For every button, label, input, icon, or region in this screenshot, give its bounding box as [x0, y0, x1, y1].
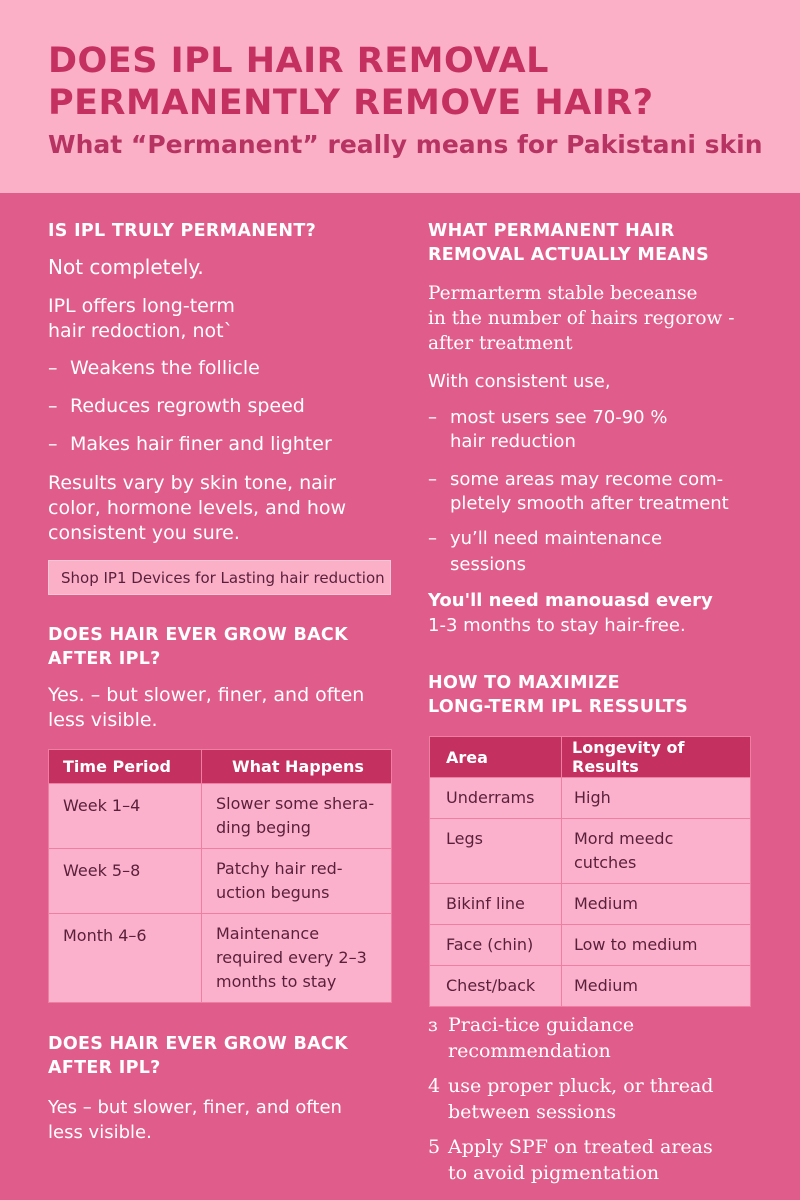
cell: High — [562, 778, 751, 819]
cell: Underrams — [430, 778, 562, 819]
results-paragraph: Results vary by skin tone, nair color, hormone levels, and how consistent you sure. — [48, 472, 347, 544]
cell: Month 4–6 — [49, 914, 202, 1003]
section-heading: DOES HAIR EVER GROW BACK AFTER IPL? — [48, 1034, 348, 1078]
table-row — [430, 925, 751, 966]
column-header: Longevity of Results — [562, 737, 751, 778]
page-subtitle: What “Permanent” really means for Pakistani skin — [48, 130, 763, 159]
cell: Legs — [430, 819, 562, 884]
list-item: 4 use proper pluck, or thread between sessions — [428, 1075, 714, 1123]
cell: Week 5–8 — [49, 849, 202, 914]
table-row — [49, 914, 392, 1003]
table-row — [430, 884, 751, 925]
list-item: 5 Apply SPF on treated areas to avoid pigmentation — [428, 1136, 713, 1184]
section-heading: WHAT PERMANENT HAIR REMOVAL ACTUALLY MEANS — [428, 221, 710, 265]
column-header: What Happens — [202, 750, 392, 784]
section-heading: HOW TO MAXIMIZE LONG-TERM IPL RESSULTS — [428, 673, 689, 717]
bullet-list — [48, 356, 332, 456]
cell: Maintenance required every 2–3 months to stay — [202, 914, 392, 1003]
table-row — [430, 819, 751, 884]
cell: Slower some shera-ding beging — [202, 784, 392, 849]
answer-text: Yes – but slower, finer, and often less visible. — [48, 1097, 342, 1143]
longevity-table — [429, 736, 751, 1007]
table-row — [49, 849, 392, 914]
cell: Bikinf line — [430, 884, 562, 925]
table-row — [430, 778, 751, 819]
intro-text: IPL offers long-term hair redoction, not` — [48, 295, 235, 342]
cell: Medium — [562, 966, 751, 1007]
list-item: – Makes hair finer and lighter — [48, 433, 332, 455]
bullet-list — [428, 406, 729, 578]
timeline-table — [48, 749, 392, 1003]
list-item: – most users see 70-90 % hair reduction — [428, 407, 668, 452]
shop-devices-button[interactable]: Shop IP1 Devices for Lasting hair reduction — [48, 560, 391, 595]
cell: Mord meedc cutches — [562, 819, 751, 884]
section-heading: IS IPL TRULY PERMANENT? — [48, 221, 317, 241]
column-header: Time Period — [49, 750, 202, 784]
lead-text: Not completely. — [48, 255, 204, 279]
tips-list — [428, 1012, 713, 1186]
list-item: – yu’ll need maintenance sessions — [428, 528, 663, 575]
list-item: – Weakens the follicle — [48, 357, 260, 379]
table-row — [430, 966, 751, 1007]
table-row — [49, 784, 392, 849]
maintenance-note: You'll need manouasd every 1-3 months to stay hair-free. — [428, 590, 713, 636]
answer-text: Yes. – but slower, finer, and often less visible. — [48, 684, 365, 731]
cell: Low to medium — [562, 925, 751, 966]
cell: Chest/back — [430, 966, 562, 1007]
lead-text: With consistent use, — [428, 371, 611, 392]
definition-text: Permarterm stable beceanse in the number of hairs regorow - after treatment — [428, 283, 735, 354]
page-title: DOES IPL HAIR REMOVAL PERMANENTLY REMOVE HAIR? — [48, 41, 654, 123]
section-heading: DOES HAIR EVER GROW BACK AFTER IPL? — [48, 625, 348, 669]
column-header: Area — [430, 737, 562, 778]
cell: Face (chin) — [430, 925, 562, 966]
cell: Patchy hair red-uction beguns — [202, 849, 392, 914]
cell: Week 1–4 — [49, 784, 202, 849]
list-item: – Reduces regrowth speed — [48, 395, 305, 417]
cell: Medium — [562, 884, 751, 925]
list-item: – some areas may recome com- pletely smooth after treatment — [428, 469, 729, 514]
list-item: ɜ Praci-tice guidance recommendation — [428, 1014, 635, 1062]
